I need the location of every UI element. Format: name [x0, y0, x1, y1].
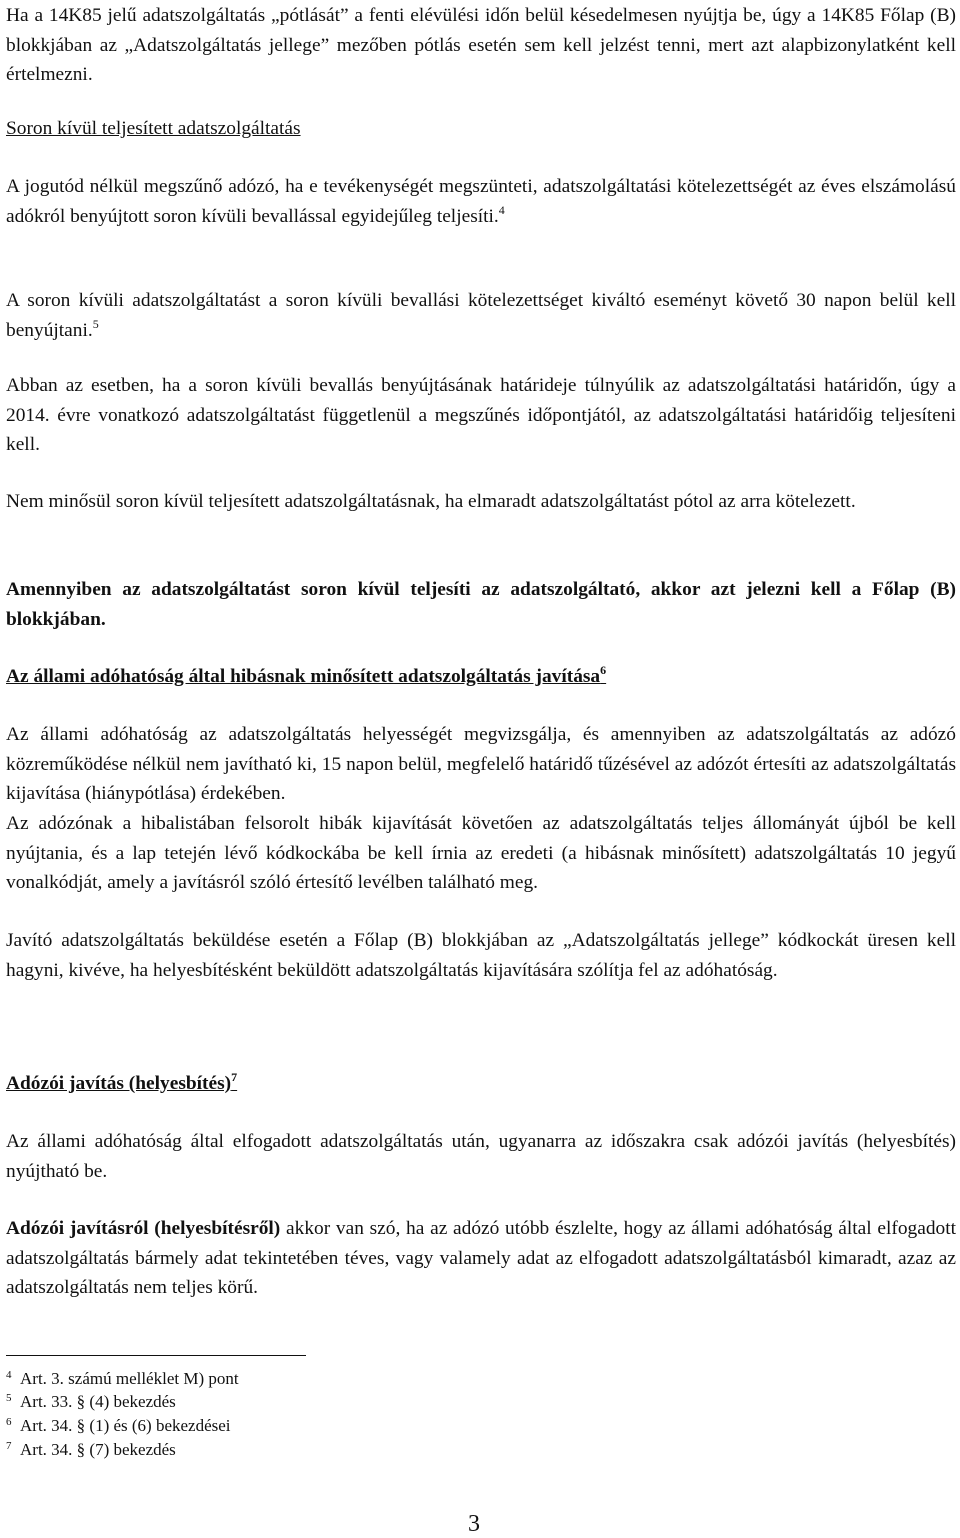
paragraph-hibas-2: Az adózónak a hibalistában felsorolt hibák kijavítását követően az adatszolgáltatás teljes állományát újból be kell nyújtania, és a lap tetején lévő kódkockába be kell írnia az eredeti (a hibásnak minősített) adatszolgáltatás 10 jegyű vonalkódját, amely a javításról szóló értesítő levélben található meg. — [6, 813, 956, 894]
footnote-7: $^7$ Art. 34. § (7) bekezdés — [6, 1440, 176, 1459]
paragraph-adozoi-2: Adózói javításról (helyesbítésről) akkor van szó, ha az adózó utóbb észlelte, hogy az állami adóhatóság által elfogadott adatszolgáltatás bármely adat tekintetében téves, vagy valamely adat az elfogadott adatszolgáltatásból kimaradt, azaz az adatszolgáltatás nem teljes körű. — [6, 1218, 956, 1299]
footnote-ref-7: 7 — [231, 1070, 238, 1084]
footnote-separator — [6, 1355, 306, 1356]
section-heading-adozoi-javitas: Adózói javítás (helyesbítés)$^7$ — [6, 1070, 238, 1094]
footnote-ref-4: 4 — [498, 202, 505, 217]
footnote-5: $^5$ Art. 33. § (4) bekezdés — [6, 1392, 176, 1411]
page-number: 3 — [468, 1511, 480, 1537]
section-heading-hibas: Az állami adóhatóság által hibásnak minősített adatszolgáltatás javítása$^6$ — [6, 663, 607, 687]
section-heading-soron-kivul: Soron kívül teljesített adatszolgáltatás — [6, 118, 301, 139]
footnote-6: $^6$ Art. 34. § (1) és (6) bekezdései — [6, 1416, 231, 1435]
footnote-ref-6: 6 — [600, 663, 607, 677]
paragraph-hibas-3: Javító adatszolgáltatás beküldése esetén a Főlap (B) blokkjában az „Adatszolgáltatás jellege” kódkockát üresen kell hagyni, kivéve, ha helyesbítésként beküldött adatszolgáltatás kijavítására szólítja fel az adóhatóság. — [6, 930, 956, 981]
footnote-4: $^4$ Art. 3. számú melléklet M) pont — [6, 1369, 239, 1388]
paragraph-soron-4: Nem minősül soron kívül teljesített adatszolgáltatásnak, ha elmaradt adatszolgáltatást pótol az arra kötelezett. — [6, 491, 856, 512]
intro-paragraph: Ha a 14K85 jelű adatszolgáltatás „pótlását” a fenti elévülési időn belül késedelmesen nyújtja be, úgy a 14K85 Főlap (B) blokkjában az „Adatszolgáltatás jellege” mezőben pótlás esetén sem kell jelzést tenni, mert azt alapbizonylatként kell értelmezni. — [6, 5, 956, 86]
paragraph-adozoi-1: Az állami adóhatóság által elfogadott adatszolgáltatás után, ugyanarra az időszakra csak adózói javítás (helyesbítés) nyújtható be. — [6, 1131, 956, 1182]
footnote-ref-5: 5 — [92, 316, 99, 331]
paragraph-soron-1: A jogutód nélkül megszűnő adózó, ha e tevékenységét megszünteti, adatszolgáltatási kötelezettségét az éves elszámolású adókról benyújtott soron kívüli bevallással egyidejűleg teljesíti.$^4$ — [6, 176, 956, 227]
paragraph-soron-2: A soron kívüli adatszolgáltatást a soron kívüli bevallási kötelezettséget kiváltó eseményt követő 30 napon belül kell benyújtani.$^5$ — [6, 290, 956, 341]
paragraph-hibas-1: Az állami adóhatóság az adatszolgáltatás helyességét megvizsgálja, és amennyiben az adatszolgáltatás az adózó közreműködése nélkül nem javítható ki, 15 napon belül, megfelelő határidő tűzésével az adózót értesíti az adatszolgáltatás kijavítása (hiánypótlása) érdekében. — [6, 724, 956, 805]
paragraph-soron-3: Abban az esetben, ha a soron kívüli bevallás benyújtásának határideje túlnyúlik az adatszolgáltatási határidőn, úgy a 2014. évre vonatkozó adatszolgáltatást függetlenül a megszűnés időpontjától, az adatszolgáltatási határidőig teljesíteni kell. — [6, 375, 956, 456]
paragraph-soron-5-bold: Amennyiben az adatszolgáltatást soron kívül teljesíti az adatszolgáltató, akkor azt jelezni kell a Főlap (B) blokkjában. — [6, 579, 956, 630]
